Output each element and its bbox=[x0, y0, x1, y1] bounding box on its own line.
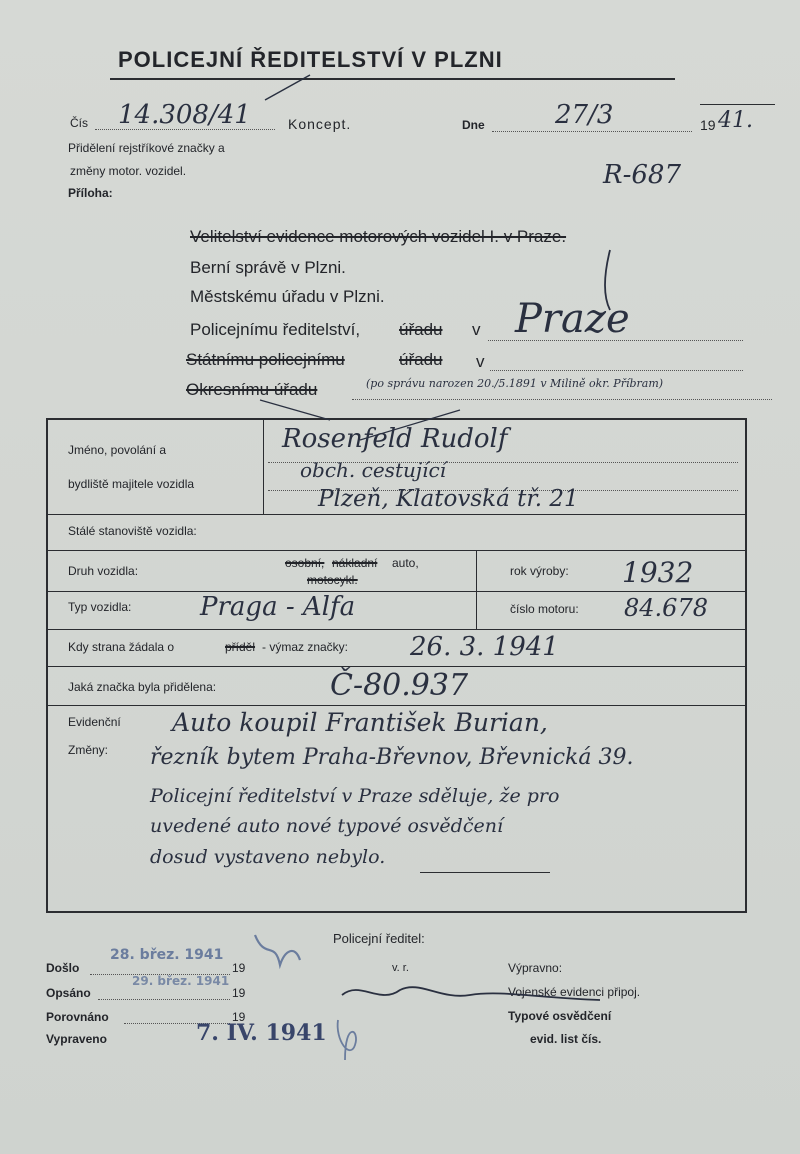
kdy-label-b: příděl bbox=[225, 640, 256, 654]
dne-label: Dne bbox=[462, 118, 485, 132]
evid-label: Evidenční bbox=[68, 715, 121, 729]
signature-stroke bbox=[342, 987, 600, 1000]
vr-label: v. r. bbox=[392, 962, 409, 974]
druh-option-auto: auto, bbox=[392, 556, 419, 570]
typ-hand: Praga - Alfa bbox=[200, 592, 356, 622]
stamp-vypraveno: 7. IV. 1941 bbox=[196, 1020, 327, 1046]
okresni-stroke bbox=[260, 400, 330, 420]
recipient-line-5a: Státnímu policejnímu bbox=[186, 350, 345, 369]
doslo-label: Došlo bbox=[46, 961, 80, 975]
year-value: 41. bbox=[718, 108, 753, 133]
evid-hand-2: řezník bytem Praha-Břevnov, Břevnická 39. bbox=[150, 745, 634, 770]
owner-hand-2: obch. cestující bbox=[300, 458, 447, 482]
owner-label-2: bydliště majitele vozidla bbox=[68, 477, 195, 491]
evid-hand-4: uvedené auto nové typové osvědčení bbox=[150, 815, 504, 837]
koncept-label: Koncept. bbox=[288, 116, 352, 132]
druh-label: Druh vozidla: bbox=[68, 564, 139, 578]
priloha-label: Příloha: bbox=[68, 186, 113, 200]
druh-option-nakladni: nákladní bbox=[332, 556, 378, 570]
subject-line-1: Přidělení rejstříkové značky a bbox=[68, 141, 225, 155]
initials-stroke bbox=[255, 935, 300, 965]
znacka-hand: Č-80.937 bbox=[330, 668, 469, 703]
znacka-label: Jaká značka byla přidělena: bbox=[68, 680, 217, 694]
doslo-nineteen: 19 bbox=[232, 961, 246, 975]
porovnano-label: Porovnáno bbox=[46, 1010, 109, 1024]
recipient-line-3: Městskému úřadu v Plzni. bbox=[190, 287, 385, 306]
recipient-line-5b: úřadu bbox=[399, 350, 443, 369]
evid-hand-5: dosud vystaveno nebylo. bbox=[150, 846, 386, 868]
vypraveno-label: Vypraveno bbox=[46, 1032, 107, 1046]
typ-label: Typ vozidla: bbox=[68, 600, 132, 614]
recipient-city-hand: Praze bbox=[515, 296, 630, 342]
check-stroke bbox=[338, 1020, 356, 1060]
dne-value: 27/3 bbox=[555, 100, 614, 130]
kdy-label-a: Kdy strana žádala o bbox=[68, 640, 175, 654]
subject-line-2: změny motor. vozidel. bbox=[70, 164, 187, 178]
typove-label: Typové osvědčení bbox=[508, 1009, 612, 1023]
porovnano-nineteen: 19 bbox=[232, 1010, 246, 1024]
motor-hand: 84.678 bbox=[624, 594, 708, 622]
reditel-label: Policejní ředitel: bbox=[333, 931, 425, 946]
stamp-opsano: 29. břez. 1941 bbox=[132, 974, 230, 988]
stanoviste-label: Stálé stanoviště vozidla: bbox=[68, 524, 197, 538]
praze-flourish bbox=[605, 250, 610, 310]
year-prefix: 19 bbox=[700, 117, 716, 133]
druh-option-osobni: osobní, bbox=[285, 556, 325, 570]
recipient-line-5c: v bbox=[476, 352, 485, 371]
vypravno-label: Výpravno: bbox=[508, 961, 563, 975]
header-stroke bbox=[265, 75, 310, 100]
motor-label: číslo motoru: bbox=[510, 602, 579, 616]
recipient-line-6: Okresnímu úřadu bbox=[186, 380, 318, 399]
owner-hand-1: Rosenfeld Rudolf bbox=[282, 424, 508, 454]
vojenske-label: Vojenské evidenci připoj. bbox=[508, 985, 641, 999]
kdy-label-c: - výmaz značky: bbox=[262, 640, 349, 654]
document-title: POLICEJNÍ ŘEDITELSTVÍ V PLZNI bbox=[118, 47, 503, 72]
owner-label-1: Jméno, povolání a bbox=[68, 443, 167, 457]
druh-option-motocykl: motocykl. bbox=[307, 573, 358, 587]
recipient-line-4c: v bbox=[472, 320, 481, 339]
kdy-hand: 26. 3. 1941 bbox=[410, 632, 559, 662]
opsano-nineteen: 19 bbox=[232, 986, 246, 1000]
recipient-line-6-hand: (po správu narozen 20./5.1891 v Milině okr. Příbram) bbox=[366, 377, 664, 390]
rok-label: rok výroby: bbox=[510, 564, 569, 578]
reference-number: R-687 bbox=[603, 160, 681, 190]
recipient-line-4b: úřadu bbox=[399, 320, 443, 339]
recipient-line-4a: Policejnímu ředitelství, bbox=[190, 320, 361, 339]
cross-stroke bbox=[360, 410, 460, 440]
recipient-line-2: Berní správě v Plzni. bbox=[190, 258, 346, 277]
cis-value: 14.308/41 bbox=[118, 100, 251, 130]
rok-hand: 1932 bbox=[622, 556, 694, 589]
evid-list-label: evid. list čís. bbox=[530, 1032, 602, 1046]
evid-hand-3: Policejní ředitelství v Praze sděluje, že pro bbox=[150, 785, 560, 807]
owner-hand-3: Plzeň, Klatovská tř. 21 bbox=[318, 486, 579, 512]
cis-label: Čís bbox=[70, 116, 88, 130]
evid-hand-1: Auto koupil František Burian, bbox=[172, 708, 548, 737]
zmeny-label: Změny: bbox=[68, 743, 109, 757]
recipient-line-1: Velitelství evidence motorových vozidel I. v Praze. bbox=[190, 227, 567, 246]
opsano-label: Opsáno bbox=[46, 986, 91, 1000]
stamp-doslo: 28. břez. 1941 bbox=[110, 947, 224, 963]
